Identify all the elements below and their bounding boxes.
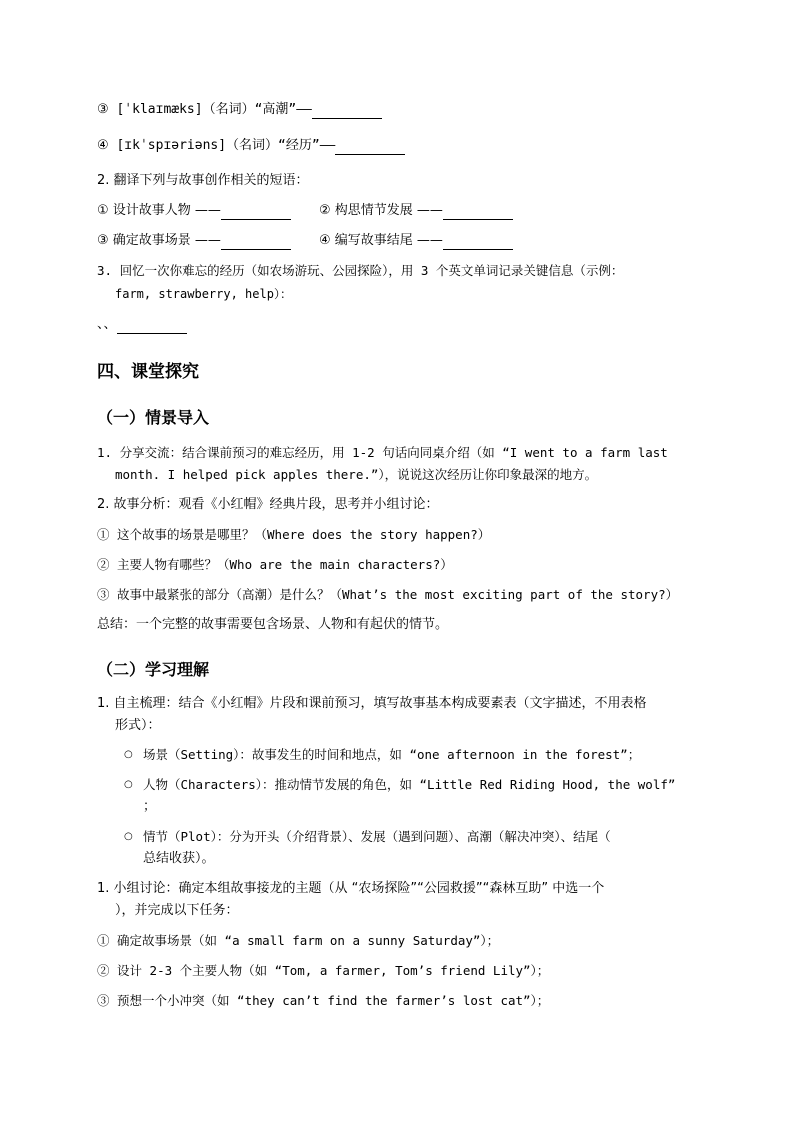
question-3-line1: 3. 回忆一次你难忘的经历（如农场游玩、公园探险），用 3 个英文单词记录关键信息（示例： [97,263,624,278]
answer-blank[interactable] [221,235,291,250]
answer-blank[interactable] [221,205,291,220]
phrase-item [97,202,291,220]
task-2-line1: 1. 小组讨论：确定本组故事接龙的主题（从 “农场探险”“公园救援”“森林互助” 中选一个 [97,881,605,896]
group-task: ① 确定故事场景（如 “a small farm on a sunny Saturday”）； [97,933,500,948]
phrase-text: ② 构思情节发展 —— [319,203,443,218]
vocab-item-experience [97,137,405,155]
element-characters: 人物（Characters）：推动情节发展的角色，如 “Little Red Riding Hood, the wolf” [143,777,676,792]
item-number: ③ [97,102,109,117]
task-1-line1: 1. 自主梳理：结合《小红帽》片段和课前预习，填写故事基本构成要素表（文字描述，不用表格 [97,696,647,711]
bullet-icon: ○ [124,779,133,790]
discussion-question: ② 主要人物有哪些？（Who are the main characters?） [97,557,453,572]
summary: 总结：一个完整的故事需要包含场景、人物和有起伏的情节。 [97,617,449,632]
question-3-answer [97,316,187,334]
element-characters-cont: ； [143,799,157,814]
separator-marks: 、、 [97,317,117,332]
task-1-line2: month. I helped pick apples there.”），说说这次经历让你印象最深的地方。 [115,467,598,482]
element-plot: 情节（Plot）：分为开头（介绍背景）、发展（遇到问题）、高潮（解决冲突）、结尾（ [143,829,611,844]
vocab-text: [ɪkˈspɪəriəns]（名词）“经历”—— [116,138,336,153]
phrase-text: ① 设计故事人物 —— [97,203,221,218]
task-2: 2. 故事分析：观看《小红帽》经典片段，思考并小组讨论： [97,497,439,512]
vocab-text: [ˈklaɪmæks]（名词）“高潮”—— [116,102,312,117]
task-1-line1: 1. 分享交流：结合课前预习的难忘经历，用 1-2 句话向同桌介绍（如 “I went to a farm last [97,445,668,460]
answer-blank[interactable] [117,319,187,334]
subsection-title: （一）情景导入 [97,408,210,427]
subsection-title: （二）学习理解 [97,660,210,679]
phrase-item [319,202,513,220]
element-setting: 场景（Setting）：故事发生的时间和地点，如 “one afternoon in the forest”； [143,747,641,762]
question-3-line2: farm, strawberry, help）： [115,287,292,301]
answer-blank[interactable] [443,205,513,220]
element-plot-cont: 总结收获）。 [143,851,215,866]
answer-blank[interactable] [443,235,513,250]
section-title: 四、课堂探究 [97,362,199,382]
phrase-item [97,232,291,250]
bullet-icon: ○ [124,749,133,760]
vocab-item-climax [97,101,382,119]
answer-blank[interactable] [335,140,405,155]
phrase-item [319,232,513,250]
phrase-text: ④ 编写故事结尾 —— [319,233,443,248]
discussion-question: ③ 故事中最紧张的部分（高潮）是什么？（What’s the most exciting part of the story?） [97,587,679,602]
item-number: ④ [97,138,109,153]
discussion-question: ① 这个故事的场景是哪里？（Where does the story happen?） [97,527,491,542]
group-task: ② 设计 2-3 个主要人物（如 “Tom, a farmer, Tom’s friend Lily”）； [97,963,550,978]
task-2-line2: ），并完成以下任务： [115,903,239,918]
task-1-line2: 形式）： [115,718,161,733]
phrase-text: ③ 确定故事场景 —— [97,233,221,248]
answer-blank[interactable] [312,104,382,119]
bullet-icon: ○ [124,831,133,842]
group-task: ③ 预想一个小冲突（如 “they can’t find the farmer’s lost cat”）； [97,993,550,1008]
question-2-title: 2. 翻译下列与故事创作相关的短语： [97,173,309,188]
